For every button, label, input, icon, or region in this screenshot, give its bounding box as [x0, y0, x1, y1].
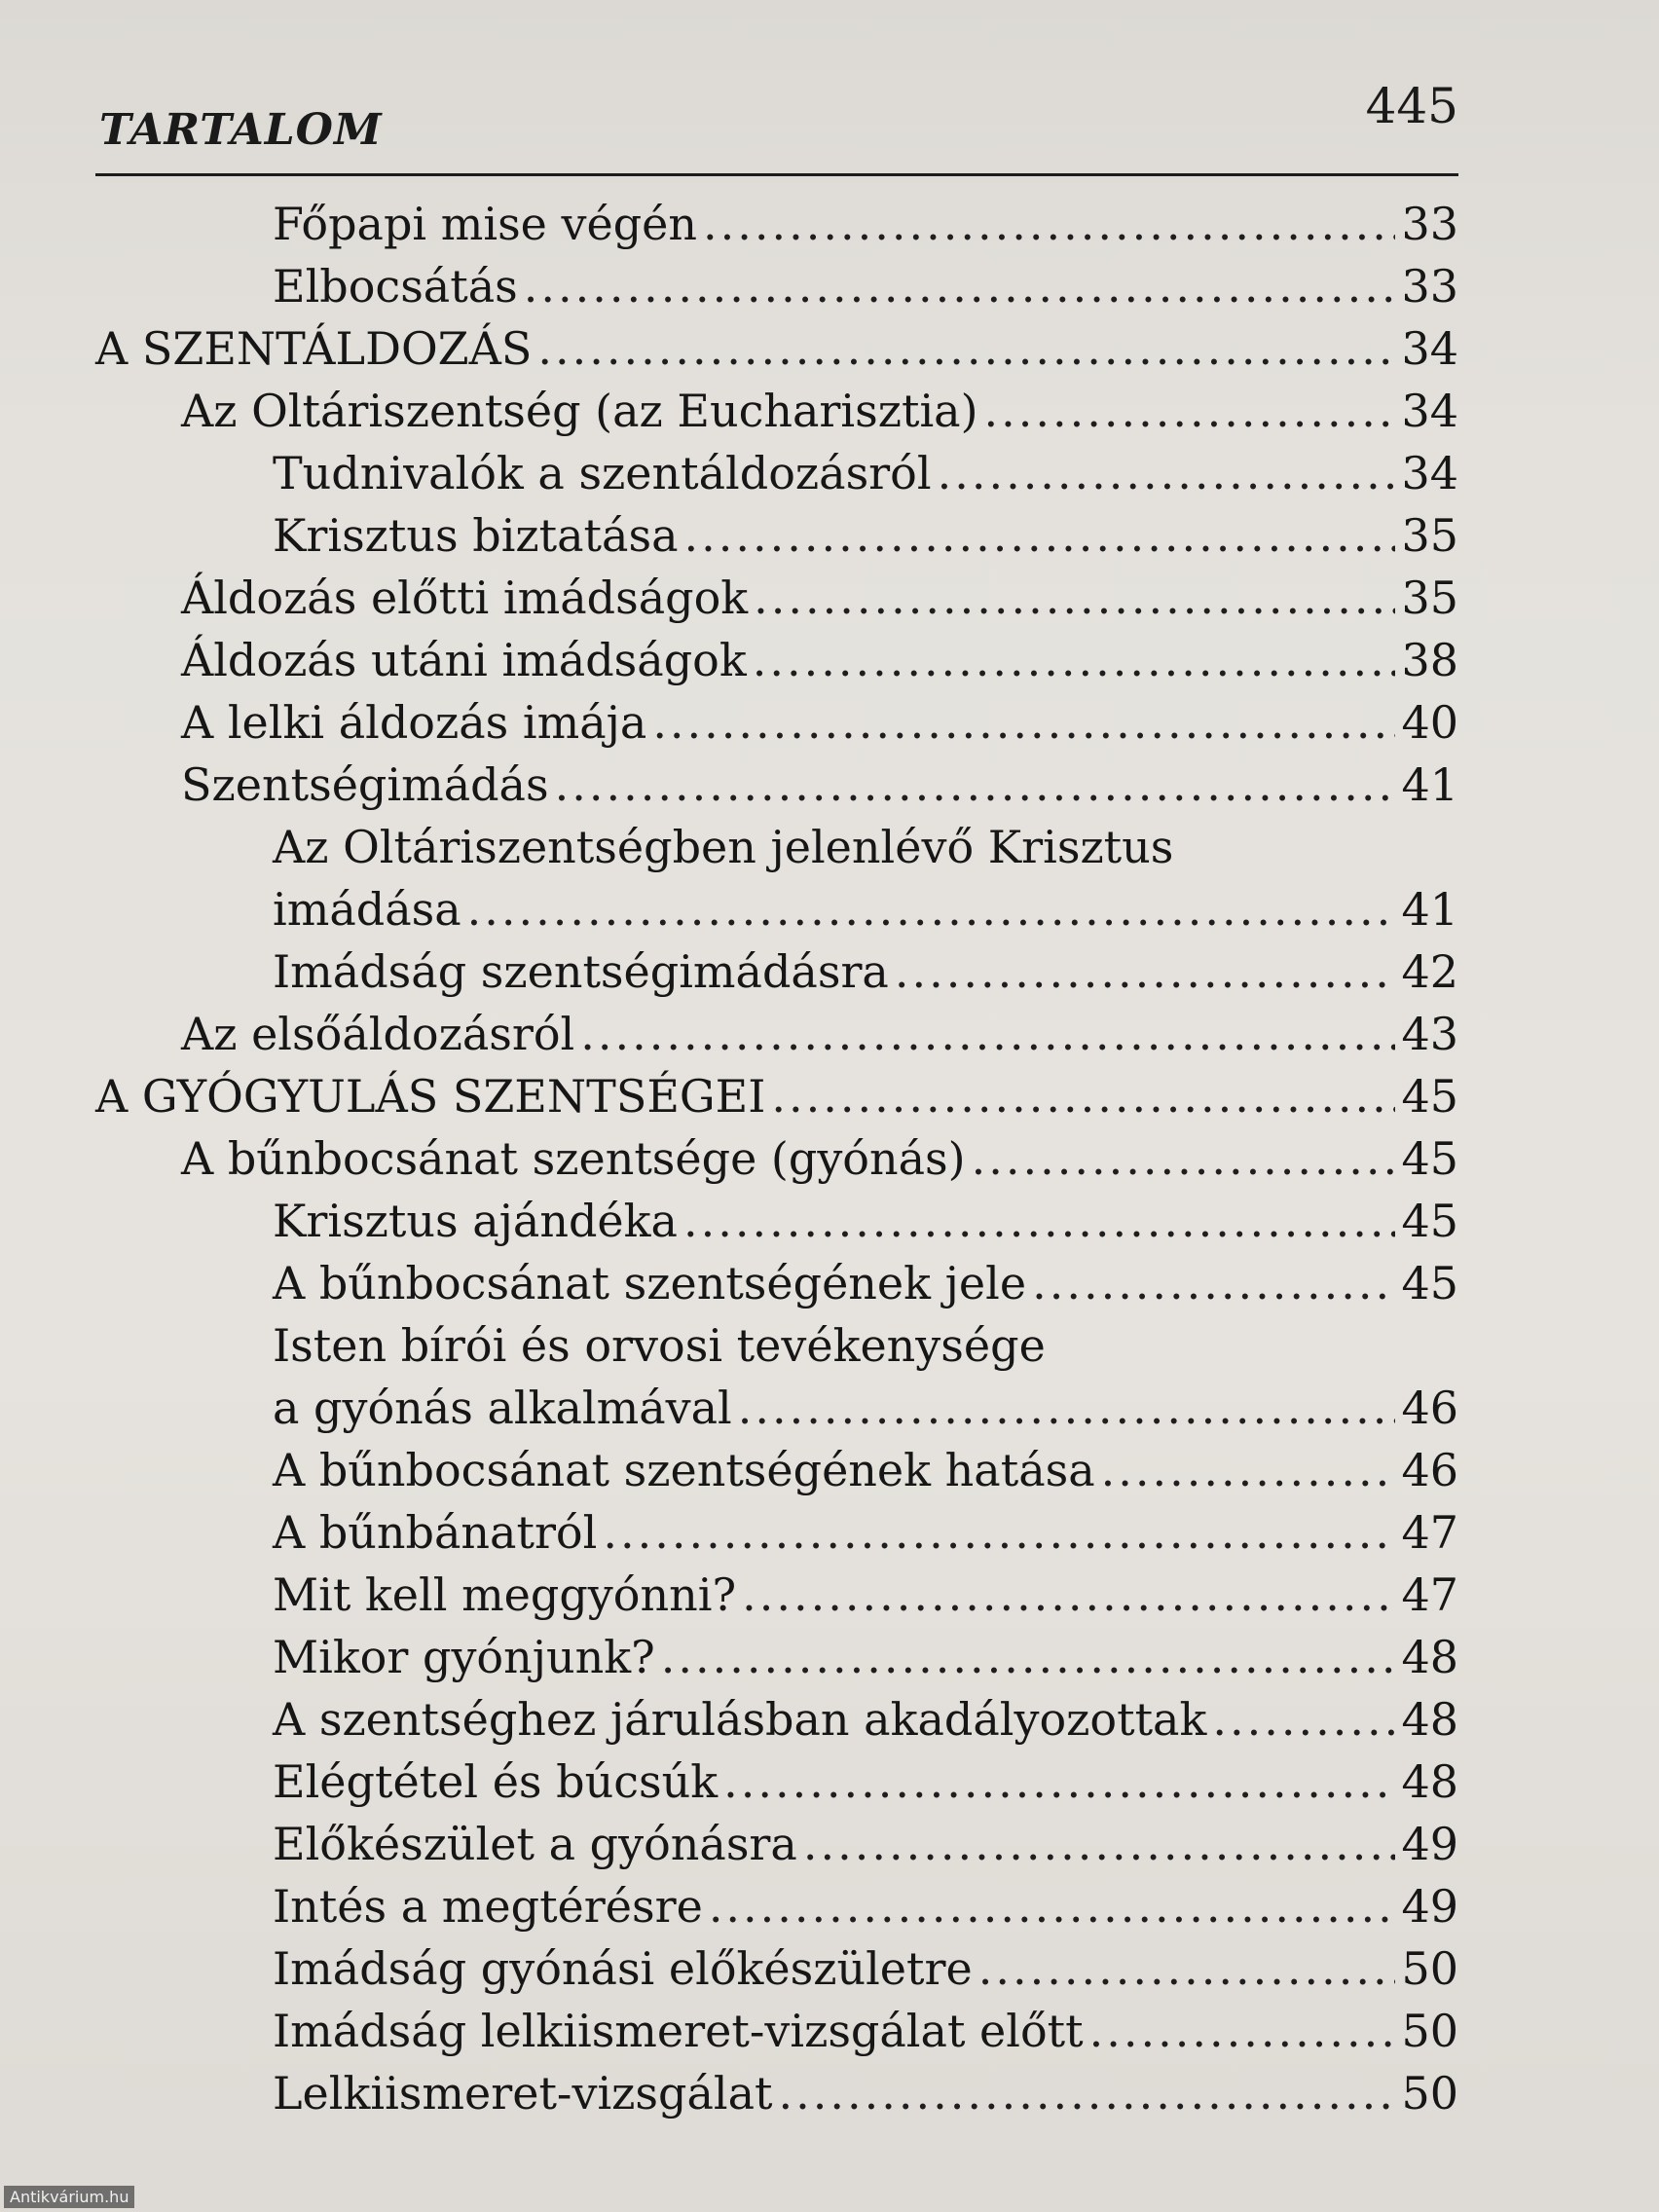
- toc-entry-page: 48: [1401, 1631, 1458, 1683]
- dot-leader: [524, 255, 1396, 317]
- toc-entry-title: Főpapi mise végén: [273, 198, 698, 250]
- dot-leader: [723, 1751, 1395, 1813]
- dot-leader: [537, 317, 1395, 380]
- toc-entry-title: Lelkiismeret-vizsgálat: [273, 2067, 773, 2120]
- dot-leader: [972, 1127, 1396, 1190]
- toc-entry-title: Isten bírói és orvosi tevékenysége: [273, 1319, 1046, 1372]
- toc-entry: [95, 1065, 1458, 1127]
- toc-entry-title: Az Oltáriszentség (az Eucharisztia): [181, 385, 978, 437]
- toc-entry-page: 45: [1401, 1070, 1458, 1123]
- toc-entry-page: 46: [1401, 1444, 1458, 1496]
- toc-entry: [95, 1751, 1458, 1813]
- toc-entry-title: Krisztus ajándéka: [273, 1195, 678, 1247]
- toc-entry-page: 33: [1401, 198, 1458, 250]
- toc-entry-title: Elbocsátás: [273, 260, 518, 313]
- dot-leader: [703, 193, 1395, 255]
- toc-entry: [95, 940, 1458, 1003]
- toc-entry: [95, 1377, 1458, 1439]
- toc-entry-page: 45: [1401, 1132, 1458, 1185]
- toc-entry-title: Imádság szentségimádásra: [273, 945, 889, 998]
- toc-entry-page: 50: [1401, 2067, 1458, 2120]
- toc-entry-title: Szentségimádás: [181, 758, 549, 811]
- toc-entry-page: 35: [1401, 571, 1458, 624]
- toc-entry-page: 33: [1401, 260, 1458, 313]
- toc-entry: [95, 567, 1458, 629]
- toc-entry: [95, 1564, 1458, 1626]
- dot-leader: [661, 1626, 1396, 1688]
- toc-entry-title: Krisztus biztatása: [273, 509, 679, 562]
- toc-entry-page: 38: [1401, 634, 1458, 686]
- toc-entry: [95, 754, 1458, 816]
- toc-entry: [95, 193, 1458, 255]
- dot-leader: [753, 629, 1396, 691]
- toc-entry-title: Imádság gyónási előkészületre: [273, 1942, 973, 1995]
- watermark: Antikvárium.hu: [4, 2186, 134, 2208]
- toc-entry-title: A SZENTÁLDOZÁS: [95, 322, 533, 375]
- toc-entry-page: 43: [1401, 1008, 1458, 1060]
- toc-entry: [95, 380, 1458, 442]
- toc-entry: [95, 1813, 1458, 1875]
- dot-leader: [467, 878, 1396, 940]
- toc-entry-page: 42: [1401, 945, 1458, 998]
- toc-entry-title: a gyónás alkalmával: [273, 1382, 732, 1434]
- toc-entry: [95, 1875, 1458, 1937]
- dot-leader: [555, 754, 1396, 816]
- dot-leader: [1089, 2000, 1396, 2062]
- toc-entry-page: 46: [1401, 1382, 1458, 1434]
- dot-leader: [709, 1875, 1396, 1937]
- toc-entry-page: 47: [1401, 1568, 1458, 1621]
- running-header: [95, 78, 1458, 175]
- toc-entry-title: A lelki áldozás imája: [181, 696, 647, 749]
- toc-entry: [95, 1190, 1458, 1252]
- toc-entry-title: A GYÓGYULÁS SZENTSÉGEI: [95, 1070, 766, 1123]
- toc-entry-page: 34: [1401, 447, 1458, 499]
- toc-entry-page: 45: [1401, 1195, 1458, 1247]
- toc-entry-page: 35: [1401, 509, 1458, 562]
- toc-entry: [95, 816, 1458, 878]
- dot-leader: [779, 2062, 1396, 2124]
- toc-entry-page: 34: [1401, 385, 1458, 437]
- toc-entry-title: Mit kell meggyónni?: [273, 1568, 737, 1621]
- dot-leader: [603, 1501, 1395, 1564]
- dot-leader: [738, 1377, 1396, 1439]
- toc-entry: [95, 1003, 1458, 1065]
- toc-entry-title: A szentséghez járulásban akadályozottak: [273, 1693, 1207, 1746]
- dot-leader: [742, 1564, 1395, 1626]
- toc-entry: [95, 1439, 1458, 1501]
- toc-entry-page: 47: [1401, 1506, 1458, 1559]
- dot-leader: [1179, 816, 1453, 878]
- toc-entry-page: 45: [1401, 1257, 1458, 1309]
- dot-leader: [895, 940, 1396, 1003]
- toc-entry-page: 41: [1401, 883, 1458, 936]
- toc-entry-title: Imádság lelkiismeret-vizsgálat előtt: [273, 2005, 1084, 2057]
- toc-entry-page: 48: [1401, 1755, 1458, 1808]
- dot-leader: [1051, 1314, 1453, 1377]
- dot-leader: [1101, 1439, 1396, 1501]
- toc-entry-title: imádása: [273, 883, 461, 936]
- dot-leader: [1032, 1252, 1395, 1314]
- toc-entry: [95, 255, 1458, 317]
- toc-entry: [95, 1314, 1458, 1377]
- dot-leader: [984, 380, 1396, 442]
- toc-entry-title: Tudnivalók a szentáldozásról: [273, 447, 932, 499]
- dot-leader: [580, 1003, 1395, 1065]
- toc-entry: [95, 629, 1458, 691]
- toc-entry: [95, 1626, 1458, 1688]
- toc-entry-page: 50: [1401, 2005, 1458, 2057]
- dot-leader: [803, 1813, 1396, 1875]
- toc-entry-page: 34: [1401, 322, 1458, 375]
- toc-entry-title: Intés a megtérésre: [273, 1880, 703, 1933]
- table-of-contents: [95, 193, 1458, 2124]
- toc-entry-title: Előkészület a gyónásra: [273, 1818, 797, 1870]
- toc-entry: [95, 504, 1458, 567]
- toc-entry-title: Az elsőáldozásról: [181, 1008, 575, 1060]
- dot-leader: [652, 691, 1395, 754]
- toc-entry-page: 50: [1401, 1942, 1458, 1995]
- dot-leader: [978, 1937, 1396, 2000]
- toc-entry-page: 48: [1401, 1693, 1458, 1746]
- page-number: 445: [1365, 78, 1458, 134]
- toc-entry-title: A bűnbocsánat szentségének hatása: [273, 1444, 1095, 1496]
- toc-entry: [95, 442, 1458, 504]
- dot-leader: [754, 567, 1395, 629]
- toc-entry-title: Mikor gyónjunk?: [273, 1631, 655, 1683]
- toc-entry-title: Áldozás utáni imádságok: [181, 634, 747, 686]
- toc-entry: [95, 2062, 1458, 2124]
- dot-leader: [1212, 1688, 1395, 1751]
- toc-entry-title: A bűnbocsánat szentségének jele: [273, 1257, 1027, 1309]
- toc-entry: [95, 878, 1458, 940]
- toc-entry: [95, 1937, 1458, 2000]
- toc-entry-page: 41: [1401, 758, 1458, 811]
- running-title: TARTALOM: [99, 105, 383, 155]
- toc-entry: [95, 1127, 1458, 1190]
- toc-entry: [95, 1252, 1458, 1314]
- dot-leader: [938, 442, 1396, 504]
- dot-leader: [684, 504, 1396, 567]
- toc-entry: [95, 317, 1458, 380]
- dot-leader: [771, 1065, 1395, 1127]
- dot-leader: [683, 1190, 1395, 1252]
- toc-entry-page: 49: [1401, 1818, 1458, 1870]
- toc-entry-page: 40: [1401, 696, 1458, 749]
- toc-entry: [95, 2000, 1458, 2062]
- toc-entry: [95, 1688, 1458, 1751]
- toc-entry: [95, 691, 1458, 754]
- toc-entry-page: 49: [1401, 1880, 1458, 1933]
- toc-entry: [95, 1501, 1458, 1564]
- toc-entry-title: Áldozás előtti imádságok: [181, 571, 749, 624]
- toc-entry-title: Elégtétel és búcsúk: [273, 1755, 719, 1808]
- header-rule: [95, 173, 1458, 176]
- toc-entry-title: Az Oltáriszentségben jelenlévő Krisztus: [273, 821, 1174, 873]
- toc-entry-title: A bűnbánatról: [273, 1506, 598, 1559]
- toc-entry-title: A bűnbocsánat szentsége (gyónás): [181, 1132, 966, 1185]
